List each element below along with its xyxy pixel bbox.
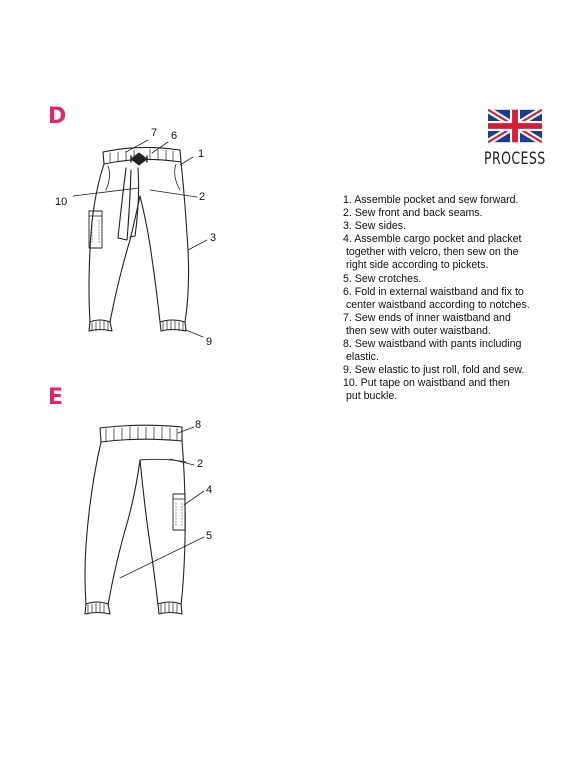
callout-d-9: 9 — [206, 336, 213, 348]
process-steps-list — [343, 194, 558, 404]
callout-e-5: 5 — [206, 530, 213, 542]
step-item: 4. Assemble cargo pocket and placket together with velcro, then sew on the right side according to pickets. — [343, 233, 522, 272]
section-letter-e: E — [48, 385, 64, 410]
callout-d-6: 6 — [171, 130, 178, 142]
step-item: 5. Sew crotches. — [343, 272, 422, 285]
step-item: 7. Sew ends of inner waistband and then sew with outer waistband. — [343, 311, 511, 337]
step-item: 9. Sew elastic to just roll, fold and sew. — [343, 364, 525, 377]
callout-d-1: 1 — [198, 148, 205, 160]
pants-e-drawing — [85, 425, 204, 614]
section-letter-d: D — [48, 104, 67, 129]
uk-flag-icon — [488, 109, 542, 143]
callout-e-2: 2 — [197, 458, 204, 470]
callout-e-8: 8 — [195, 419, 202, 431]
process-heading: PROCESS — [484, 149, 546, 169]
step-item: 1. Assemble pocket and sew forward. — [343, 194, 519, 206]
step-item: 6. Fold in external waistband and fix to center waistband according to notches. — [343, 285, 530, 311]
callout-d-3: 3 — [210, 232, 217, 244]
callout-d-7: 7 — [151, 127, 158, 139]
callout-e-4: 4 — [206, 484, 213, 496]
step-item: 2. Sew front and back seams. — [343, 207, 483, 220]
step-item: 10. Put tape on waistband and then put buckle. — [343, 377, 510, 403]
callout-d-10: 10 — [55, 196, 68, 208]
step-item: 8. Sew waistband with pants including elastic. — [343, 338, 522, 364]
callout-d-2: 2 — [199, 191, 206, 203]
pants-d-drawing — [73, 140, 207, 337]
step-item: 3. Sew sides. — [343, 220, 407, 233]
